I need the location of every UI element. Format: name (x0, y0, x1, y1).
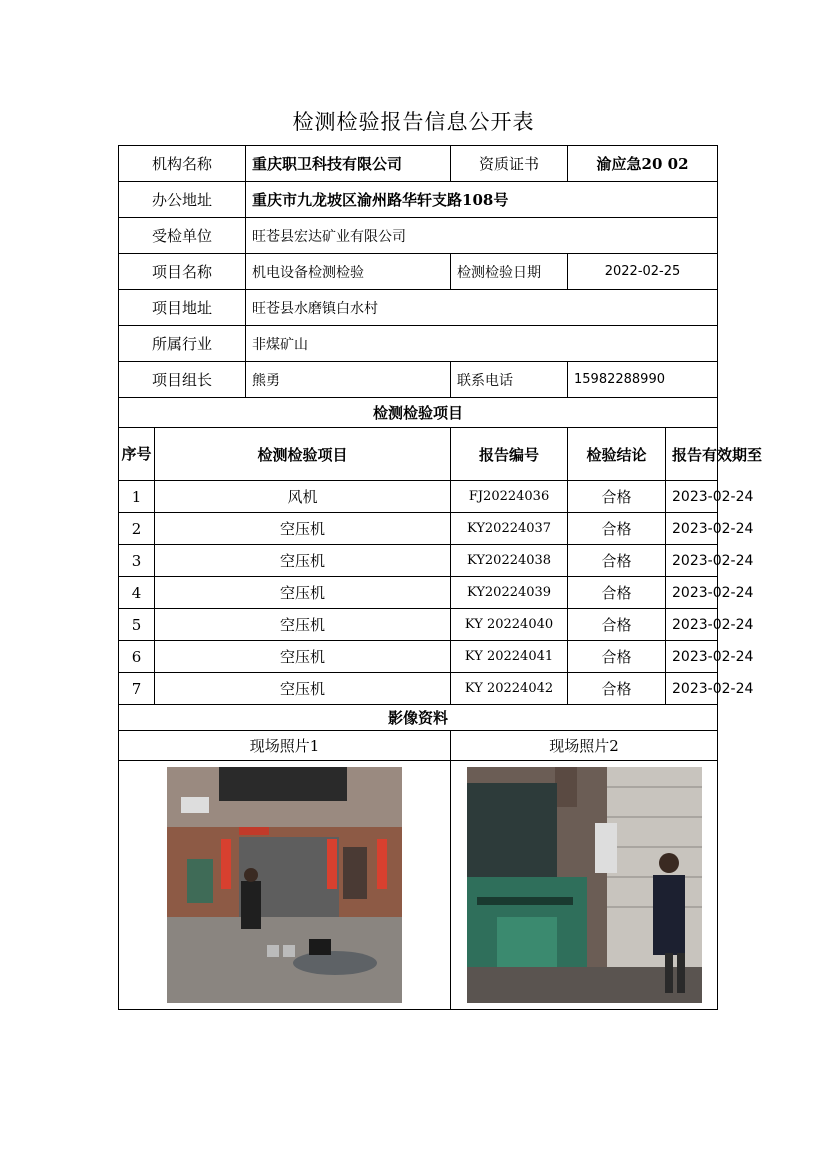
row-valid: 2023-02-24 (666, 545, 718, 577)
row-valid: 2023-02-24 (666, 513, 718, 545)
page-title: 检测检验报告信息公开表 (292, 110, 535, 134)
row-item: 空压机 (155, 673, 451, 705)
row-item: 风机 (155, 481, 451, 513)
table-row (119, 673, 718, 705)
leader-value: 熊勇 (246, 362, 451, 398)
site-label: 项目地址 (119, 290, 246, 326)
table-row (119, 641, 718, 673)
industry-label: 所属行业 (119, 326, 246, 362)
row-no: 5 (119, 609, 155, 641)
row-item: 空压机 (155, 545, 451, 577)
project-value: 机电设备检测检验 (246, 254, 451, 290)
photo1-cell (119, 761, 451, 1010)
phone-label: 联系电话 (451, 362, 568, 398)
col-header-report: 报告编号 (451, 428, 568, 481)
row-result: 合格 (568, 545, 666, 577)
table-row (119, 513, 718, 545)
row-item: 空压机 (155, 641, 451, 673)
site-photo-1 (167, 767, 402, 1003)
row-report: KY20224037 (451, 513, 568, 545)
table-row (119, 609, 718, 641)
org-label: 机构名称 (119, 146, 246, 182)
cert-label: 资质证书 (451, 146, 568, 182)
cert-value: 渝应急20 02 (568, 146, 718, 182)
report-table (118, 145, 763, 1010)
row-item: 空压机 (155, 513, 451, 545)
row-item: 空压机 (155, 609, 451, 641)
photo2-cell (451, 761, 718, 1010)
client-value: 旺苍县宏达矿业有限公司 (246, 218, 718, 254)
row-report: FJ20224036 (451, 481, 568, 513)
row-valid: 2023-02-24 (666, 673, 718, 705)
row-report: KY 20224042 (451, 673, 568, 705)
date-value: 2022-02-25 (568, 254, 718, 290)
addr-value: 重庆市九龙坡区渝州路华轩支路108号 (246, 182, 718, 218)
org-value: 重庆职卫科技有限公司 (246, 146, 451, 182)
row-no: 4 (119, 577, 155, 609)
row-valid: 2023-02-24 (666, 609, 718, 641)
phone-value: 15982288990 (568, 362, 718, 398)
row-item: 空压机 (155, 577, 451, 609)
media-section-heading: 影像资料 (119, 705, 718, 731)
addr-label: 办公地址 (119, 182, 246, 218)
table-row (119, 577, 718, 609)
site-value: 旺苍县水磨镇白水村 (246, 290, 718, 326)
col-header-result: 检验结论 (568, 428, 666, 481)
row-result: 合格 (568, 481, 666, 513)
row-result: 合格 (568, 577, 666, 609)
table-row (119, 481, 718, 513)
row-report: KY 20224040 (451, 609, 568, 641)
col-header-valid: 报告有效期至 (666, 428, 718, 481)
items-section-heading: 检测检验项目 (119, 398, 718, 428)
client-label: 受检单位 (119, 218, 246, 254)
photo2-label: 现场照片2 (451, 731, 718, 761)
row-valid: 2023-02-24 (666, 577, 718, 609)
row-no: 6 (119, 641, 155, 673)
row-no: 2 (119, 513, 155, 545)
leader-label: 项目组长 (119, 362, 246, 398)
row-result: 合格 (568, 641, 666, 673)
row-report: KY20224038 (451, 545, 568, 577)
row-result: 合格 (568, 513, 666, 545)
site-photo-2 (467, 767, 702, 1003)
col-header-item: 检测检验项目 (155, 428, 451, 481)
row-report: KY 20224041 (451, 641, 568, 673)
row-result: 合格 (568, 673, 666, 705)
row-no: 1 (119, 481, 155, 513)
industry-value: 非煤矿山 (246, 326, 718, 362)
row-valid: 2023-02-24 (666, 481, 718, 513)
row-no: 7 (119, 673, 155, 705)
row-report: KY20224039 (451, 577, 568, 609)
col-header-no: 序号 (119, 428, 155, 481)
row-result: 合格 (568, 609, 666, 641)
row-valid: 2023-02-24 (666, 641, 718, 673)
project-label: 项目名称 (119, 254, 246, 290)
photo1-label: 现场照片1 (119, 731, 451, 761)
date-label: 检测检验日期 (451, 254, 568, 290)
row-no: 3 (119, 545, 155, 577)
table-row (119, 545, 718, 577)
